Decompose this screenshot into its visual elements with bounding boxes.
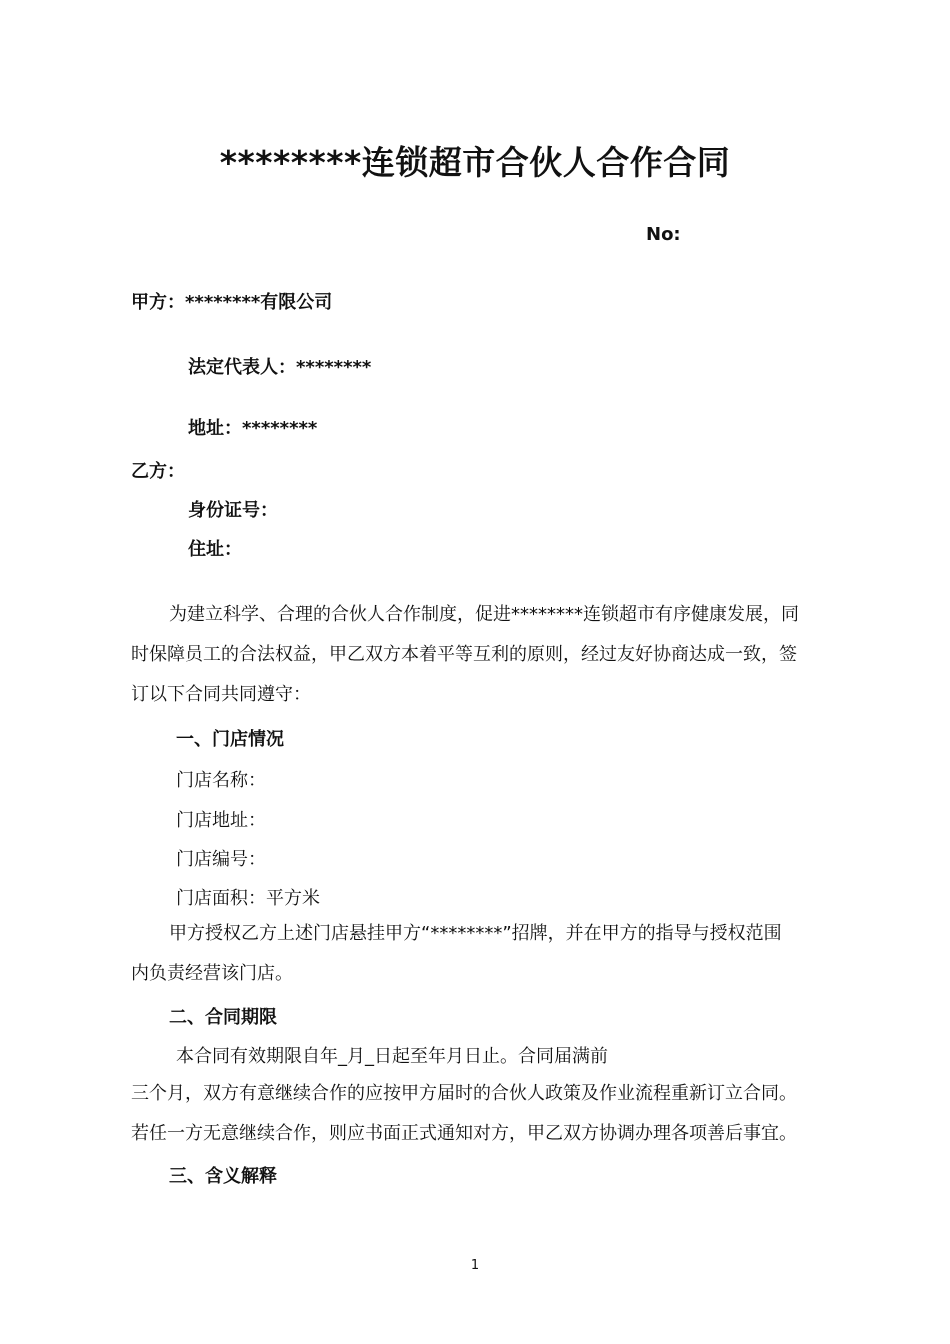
document-title: ********连锁超市合伙人合作合同 xyxy=(219,143,731,182)
store-area-field: 门店面积：平方米 xyxy=(176,888,320,909)
party-b-label: 乙方： xyxy=(131,461,185,482)
store-name-field: 门店名称： xyxy=(176,770,266,791)
section-3-heading: 三、含义解释 xyxy=(169,1166,277,1187)
contract-number-label: No: xyxy=(646,224,681,245)
term-line-1: 本合同有效期限自年_月_日起至年月日止。合同届满前 xyxy=(176,1046,608,1067)
page-number: 1 xyxy=(470,1258,480,1273)
intro-line-2: 时保障员工的合法权益，甲乙双方本着平等互利的原则，经过友好协商达成一致，签 xyxy=(131,644,797,665)
intro-line-3: 订以下合同共同遵守： xyxy=(131,684,311,705)
party-a-legal-rep: 法定代表人：******** xyxy=(188,357,372,378)
term-line-3: 若任一方无意继续合作，则应书面正式通知对方，甲乙双方协调办理各项善后事宜。 xyxy=(131,1123,797,1144)
intro-line-1: 为建立科学、合理的合伙人合作制度，促进********连锁超市有序健康发展，同 xyxy=(169,604,799,625)
authorization-line-2: 内负责经营该门店。 xyxy=(131,963,293,984)
store-address-field: 门店地址： xyxy=(176,810,266,831)
store-code-field: 门店编号： xyxy=(176,849,266,870)
party-b-id-number: 身份证号： xyxy=(188,500,278,521)
term-line-2: 三个月，双方有意继续合作的应按甲方届时的合伙人政策及作业流程重新订立合同。 xyxy=(131,1083,797,1104)
authorization-line-1: 甲方授权乙方上述门店悬挂甲方“********”招牌，并在甲方的指导与授权范围 xyxy=(169,923,782,944)
party-a-address: 地址：******** xyxy=(188,418,318,439)
party-a-label: 甲方：********有限公司 xyxy=(131,292,333,313)
section-1-heading: 一、门店情况 xyxy=(176,729,284,750)
section-2-heading: 二、合同期限 xyxy=(169,1007,277,1028)
party-b-residence: 住址： xyxy=(188,539,242,560)
